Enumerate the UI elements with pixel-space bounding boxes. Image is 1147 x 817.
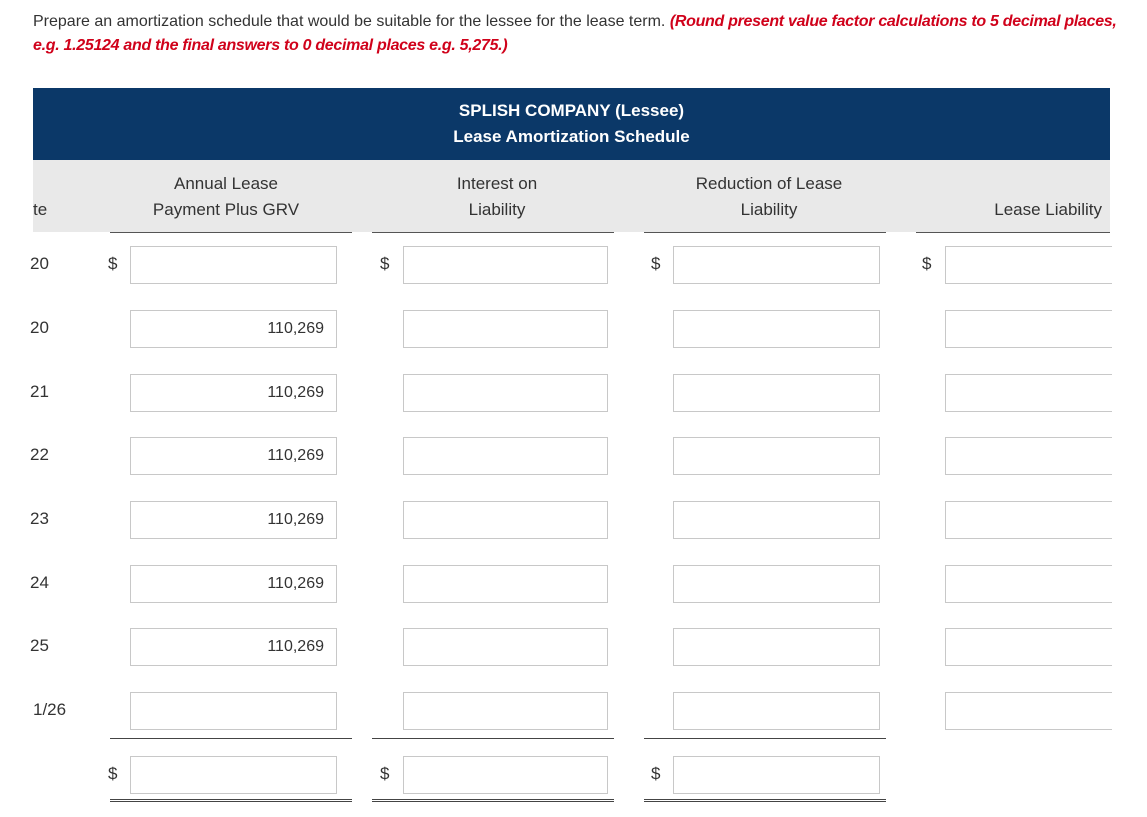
total-payment-input[interactable] — [130, 756, 337, 794]
col-header-payment — [110, 171, 342, 223]
subtotal-rule — [372, 738, 614, 739]
interest-input[interactable] — [403, 246, 608, 284]
dollar-sign: $ — [651, 254, 661, 273]
payment-input[interactable]: 110,269 — [130, 501, 337, 539]
total-double-rule — [644, 799, 886, 802]
balance-input[interactable] — [945, 628, 1112, 666]
balance-input[interactable] — [945, 310, 1112, 348]
col-header-reduction-line2: Liability — [740, 200, 798, 219]
reduction-input[interactable] — [673, 437, 880, 475]
header-underline-balance — [916, 232, 1110, 233]
interest-input[interactable] — [403, 437, 608, 475]
instructions-note: (Round present value factor calculations to 5 decimal places, e.g. 1.25124 and the final answers to 0 decimal places e.g. 5,275.) — [33, 13, 1117, 54]
instructions — [33, 10, 1123, 58]
col-header-reduction-line1: Reduction of Lease — [695, 174, 843, 193]
reduction-input[interactable] — [673, 374, 880, 412]
balance-input[interactable] — [945, 246, 1112, 284]
balance-input[interactable] — [945, 692, 1112, 730]
total-reduction-input[interactable] — [673, 756, 880, 794]
reduction-input[interactable] — [673, 246, 880, 284]
interest-input[interactable] — [403, 501, 608, 539]
total-double-rule — [110, 799, 352, 802]
schedule-title: Lease Amortization Schedule — [453, 127, 690, 146]
payment-input[interactable]: 110,269 — [130, 437, 337, 475]
company-name: SPLISH COMPANY (Lessee) — [458, 101, 685, 120]
header-underline-payment — [110, 232, 352, 233]
row-date: 21 — [30, 382, 49, 401]
balance-input[interactable] — [945, 374, 1112, 412]
dollar-sign: $ — [380, 254, 390, 273]
row-date: 20 — [30, 318, 49, 337]
col-header-interest-line1: Interest on — [456, 174, 538, 193]
instructions-text: Prepare an amortization schedule that would be suitable for the lessee for the lease term. — [33, 13, 666, 30]
col-header-payment-line2: Payment Plus GRV — [152, 200, 300, 219]
interest-input[interactable] — [403, 565, 608, 603]
col-header-balance: Lease Liability — [994, 200, 1102, 219]
dollar-sign: $ — [651, 764, 661, 783]
row-date: 25 — [30, 636, 49, 655]
row-date: 24 — [30, 573, 49, 592]
reduction-input[interactable] — [673, 692, 880, 730]
payment-input[interactable] — [130, 692, 337, 730]
interest-input[interactable] — [403, 692, 608, 730]
dollar-sign: $ — [108, 764, 118, 783]
payment-input[interactable] — [130, 246, 337, 284]
row-date: 20 — [30, 254, 49, 273]
payment-input[interactable]: 110,269 — [130, 628, 337, 666]
interest-input[interactable] — [403, 628, 608, 666]
dollar-sign: $ — [108, 254, 118, 273]
payment-input[interactable]: 110,269 — [130, 374, 337, 412]
subtotal-rule — [110, 738, 352, 739]
dollar-sign: $ — [922, 254, 932, 273]
col-header-interest — [380, 171, 614, 223]
payment-input[interactable]: 110,269 — [130, 310, 337, 348]
reduction-input[interactable] — [673, 628, 880, 666]
header-underline-interest — [372, 232, 614, 233]
col-header-date: te — [33, 200, 48, 219]
interest-input[interactable] — [403, 374, 608, 412]
row-date: 23 — [30, 509, 49, 528]
col-header-reduction — [652, 171, 886, 223]
payment-input[interactable]: 110,269 — [130, 565, 337, 603]
col-header-interest-line2: Liability — [468, 200, 526, 219]
balance-input[interactable] — [945, 437, 1112, 475]
row-date: 22 — [30, 445, 49, 464]
header-underline-reduction — [644, 232, 886, 233]
reduction-input[interactable] — [673, 310, 880, 348]
balance-input[interactable] — [945, 565, 1112, 603]
balance-input[interactable] — [945, 501, 1112, 539]
reduction-input[interactable] — [673, 565, 880, 603]
subtotal-rule — [644, 738, 886, 739]
row-date: 1/26 — [33, 700, 67, 719]
schedule-banner — [33, 88, 1110, 160]
col-header-payment-line1: Annual Lease — [174, 174, 278, 193]
total-double-rule — [372, 799, 614, 802]
reduction-input[interactable] — [673, 501, 880, 539]
interest-input[interactable] — [403, 310, 608, 348]
dollar-sign: $ — [380, 764, 390, 783]
total-interest-input[interactable] — [403, 756, 608, 794]
